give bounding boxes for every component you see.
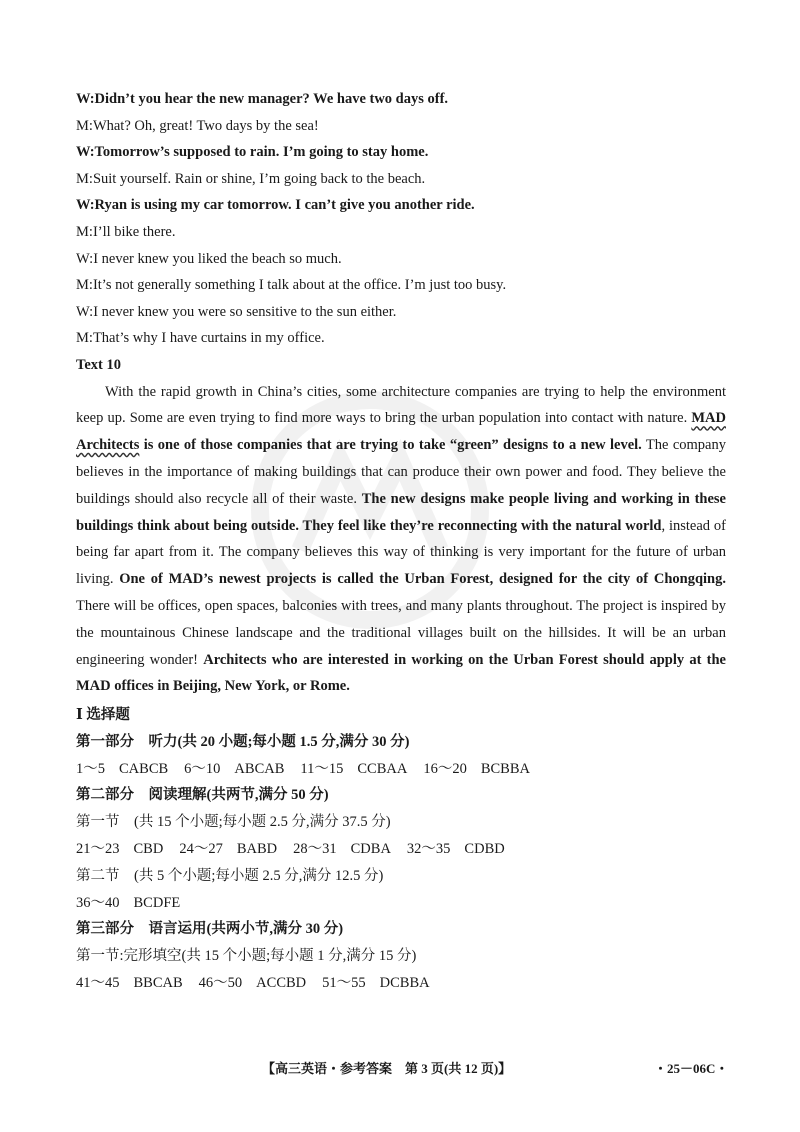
speaker-label: M xyxy=(76,170,89,187)
speaker-label: W xyxy=(76,197,90,214)
dialogue-text: Suit yourself. Rain or shine, I’m going back to the beach. xyxy=(92,170,426,187)
dialogue-text: I’ll bike there. xyxy=(92,223,176,240)
answer-letters: BBCAB xyxy=(133,975,183,992)
answer-range: 6～10 xyxy=(184,760,221,777)
dialogue-text: Ryan is using my car tomorrow. I can’t give you another ride. xyxy=(94,197,475,214)
answer-letters: CDBA xyxy=(350,841,391,858)
speaker-label: M xyxy=(76,330,89,347)
answer-letters: CCBAA xyxy=(357,760,408,777)
answer-range: 41～45 xyxy=(76,975,120,992)
speaker-colon: : xyxy=(88,277,93,294)
text10-segment: There will be offices, open spaces, balconies with trees, and many plants throughout. The project is inspired by the mountainous Chinese landscape and the traditional villages built on the hillsides. It will be an urban engineering wonder! xyxy=(76,597,726,668)
answer-letters: BABD xyxy=(236,841,278,858)
part3-title: 第三部分 语言运用(共两小节,满分 30 分) xyxy=(76,921,344,938)
dialogue-line xyxy=(76,192,726,219)
speaker-label: M xyxy=(76,277,89,294)
part2-sec2-answers xyxy=(76,890,726,917)
speaker-label: W xyxy=(76,250,90,267)
part2-title: 第二部分 阅读理解(共两节,满分 50 分) xyxy=(76,787,329,804)
text10-segment: is one of those companies that are trying to take “green” designs to a new level. xyxy=(139,437,642,454)
speaker-label: M xyxy=(76,117,89,134)
dialogue-text: I never knew you were so sensitive to the sun either. xyxy=(93,303,397,320)
answer-letters: CABCB xyxy=(119,760,169,777)
speaker-colon: : xyxy=(88,223,93,240)
section-i-title: Ⅰ 选择题 xyxy=(76,707,130,724)
speaker-colon: : xyxy=(89,250,94,267)
answer-letters: CBD xyxy=(133,841,164,858)
dialogue-line xyxy=(76,86,726,113)
dialogue-text: Didn’t you hear the new manager? We have two days off. xyxy=(94,91,449,107)
dialogue-text: I never knew you liked the beach so much. xyxy=(93,250,342,267)
text10-segment: The new designs make people living and working in these buildings think about being outside. They feel like they’re reconnecting with the natural world xyxy=(76,490,726,534)
answer-range: 32～35 xyxy=(406,841,451,858)
answer-range: 24～27 xyxy=(179,841,223,858)
speaker-colon: : xyxy=(88,330,93,347)
speaker-colon: : xyxy=(89,91,95,107)
answer-letters: ACCBD xyxy=(256,975,307,992)
text10-paragraph xyxy=(76,379,726,701)
speaker-label: W xyxy=(76,303,90,320)
speaker-label: W xyxy=(76,91,90,107)
dialogue-text: Tomorrow’s supposed to rain. I’m going to stay home. xyxy=(94,144,429,161)
answer-letters: CDBD xyxy=(464,841,505,858)
dialogue-line xyxy=(76,113,726,140)
text10-segment: MAD Architects xyxy=(76,410,726,454)
answer-range: 16～20 xyxy=(423,760,467,777)
part1-title: 第一部分 听力(共 20 小题;每小题 1.5 分,满分 30 分) xyxy=(76,733,410,750)
text10-segment: One of MAD’s newest projects is called the Urban Forest, designed for the city of Chongqing. xyxy=(119,571,727,588)
text10-segment: Architects who are interested in working on the Urban Forest should apply at the MAD offices in Beijing, New York, or Rome. xyxy=(76,651,726,695)
answer-letters: ABCAB xyxy=(234,760,285,777)
dialogue-line xyxy=(76,246,726,273)
speaker-colon: : xyxy=(88,117,93,134)
content-area xyxy=(76,86,726,997)
answer-range: 1～5 xyxy=(76,760,105,777)
text10-segment: With the rapid growth in China’s cities, some architecture companies are trying to help the environment keep up. Some are even trying to find more ways to bring the urban population into contact with nature. xyxy=(76,383,726,427)
answer-letters: DCBBA xyxy=(379,975,430,992)
dialogue-text: What? Oh, great! Two days by the sea! xyxy=(92,117,319,134)
dialogue-line xyxy=(76,299,726,326)
dialogue-section xyxy=(76,86,726,352)
footer-page-info: 【高三英语・参考答案 第 3 页(共 12 页)】 xyxy=(262,1061,512,1076)
answer-range: 28～31 xyxy=(293,841,337,858)
page-footer xyxy=(0,1056,800,1080)
part1-answers xyxy=(76,756,726,783)
speaker-label: W xyxy=(76,144,90,161)
speaker-colon: : xyxy=(89,303,94,320)
part3-sec1-answers xyxy=(76,970,726,997)
part2-sec2-title: 第二节 (共 5 个小题;每小题 2.5 分,满分 12.5 分) xyxy=(76,867,384,884)
speaker-colon: : xyxy=(89,197,95,214)
part3-sec1-title: 第一节:完形填空(共 15 个小题;每小题 1 分,满分 15 分) xyxy=(76,948,417,965)
speaker-colon: : xyxy=(89,144,95,161)
footer-code: ・25－06C・ xyxy=(654,1061,729,1076)
answer-range: 36～40 xyxy=(76,894,120,911)
dialogue-line xyxy=(76,325,726,352)
dialogue-line xyxy=(76,272,726,299)
dialogue-text: That’s why I have curtains in my office. xyxy=(92,330,325,347)
answer-range: 51～55 xyxy=(322,975,366,992)
dialogue-line xyxy=(76,139,726,166)
dialogue-text: It’s not generally something I talk about at the office. I’m just too busy. xyxy=(92,277,507,294)
speaker-label: M xyxy=(76,223,89,240)
answer-range: 11～15 xyxy=(300,760,344,777)
answer-letters: BCBBA xyxy=(480,760,530,777)
text10-segment: The company believes in the importance of making buildings that can produce their own power and food. They believe the buildings should also recycle all of their waste. xyxy=(76,437,726,507)
speaker-colon: : xyxy=(88,170,93,187)
dialogue-line xyxy=(76,166,726,193)
answer-range: 46～50 xyxy=(198,975,243,992)
dialogue-line xyxy=(76,219,726,246)
answer-range: 21～23 xyxy=(76,841,120,858)
part2-sec1-answers xyxy=(76,836,726,863)
part2-sec1-title: 第一节 (共 15 个小题;每小题 2.5 分,满分 37.5 分) xyxy=(76,814,391,831)
answer-letters: BCDFE xyxy=(133,894,181,911)
text10-heading: Text 10 xyxy=(76,356,121,373)
text10-segment: , instead of being far apart from it. The company believes this way of thinking is very important for the future of urban living. xyxy=(76,517,726,588)
